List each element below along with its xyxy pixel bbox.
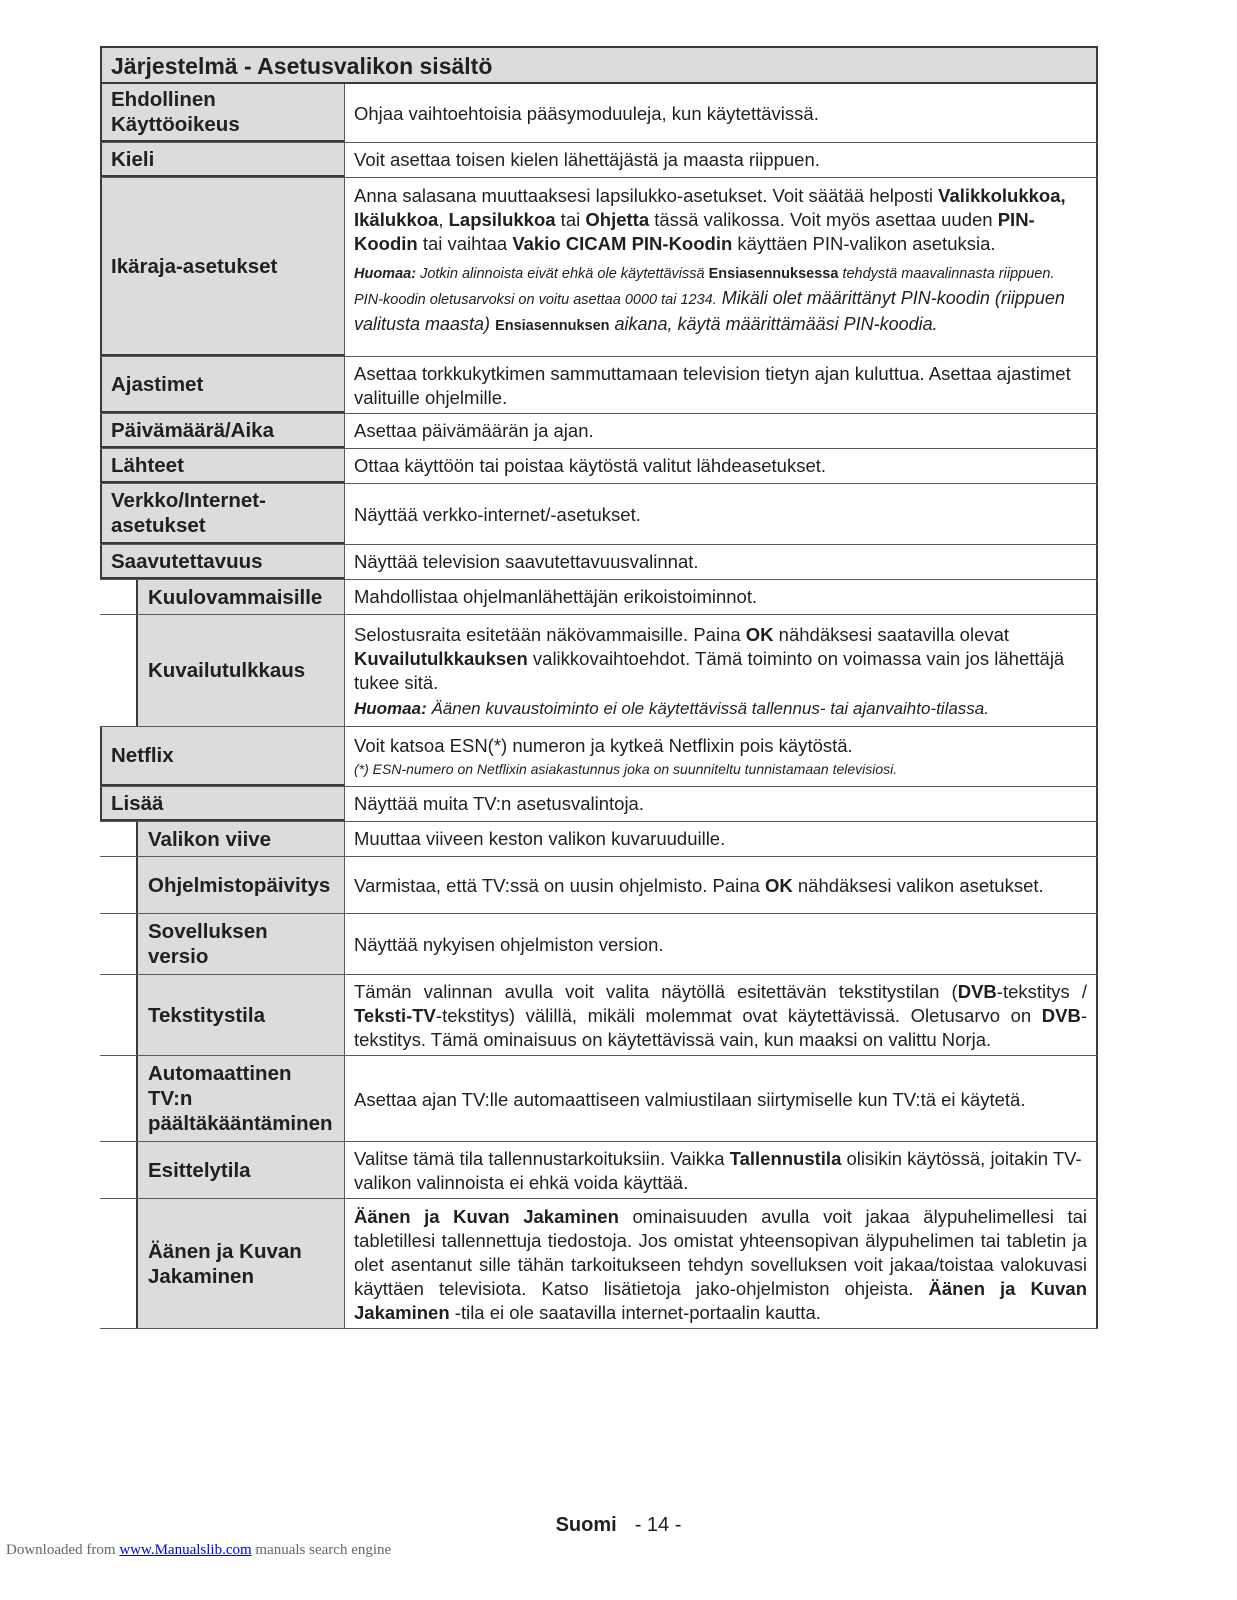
row-label-tekstitystila: Tekstitystila xyxy=(136,975,345,1055)
table-row xyxy=(100,857,1098,914)
page-number: - 14 - xyxy=(634,1514,682,1536)
row-label-automaattinen: Automaattinen TV:n päältäkääntäminen xyxy=(136,1056,345,1141)
table-row xyxy=(100,822,1098,857)
row-desc: Ohjaa vaihtoehtoisia pääsymoduuleja, kun käytettävissä. xyxy=(345,84,1098,142)
manualslib-link[interactable]: www.Manualslib.com xyxy=(119,1542,252,1558)
table-row xyxy=(100,357,1098,414)
table-row xyxy=(100,580,1098,615)
row-note: Huomaa: Jotkin alinnoista eivät ehkä ole käytettävissä Ensiasennuksessa tehdystä maavalinnasta riippuen. PIN-koodin oletusarvoksi on voitu asettaa 0000 tai 1234. Mikäli olet määrittänyt PIN-koodin (riippuen valitusta maasta) Ensiasennuksen aikana, käytä määrittämääsi PIN-koodia. xyxy=(354,266,1065,334)
row-desc-text: Äänen ja Kuvan Jakaminen ominaisuuden avulla voit jakaa älypuhelimellesi tai tabletillesi tallennettuja tiedostoja. Jos omistat yhteensopivan älypuhelimen tai tabletin ja olet asentanut sille tähän tarkoitukseen tehdyn sovelluksen voit jakaa/toistaa valokuvasi käyttäen televisiota. Katso lisätietoja jako-ohjelmiston ohjeista. Äänen ja Kuvan Jakaminen -tila ei ole saatavilla internet-portaalin kautta. xyxy=(354,1205,1088,1323)
row-label-lahteet: Lähteet xyxy=(100,449,345,483)
row-desc: Asettaa ajan TV:lle automaattiseen valmiustilaan siirtymiselle kun TV:tä ei käytetä. xyxy=(345,1056,1098,1141)
row-label-esittelytila: Esittelytila xyxy=(136,1142,345,1198)
row-desc: Asettaa torkkukytkimen sammuttamaan television tietyn ajan kuluttua. Asettaa ajastimet valituille ohjelmille. xyxy=(345,357,1098,413)
row-desc: Voit asettaa toisen kielen lähettäjästä ja maasta riippuen. xyxy=(345,143,1098,177)
row-label-kuulovammaisille: Kuulovammaisille xyxy=(136,580,345,614)
row-label-valikon-viive: Valikon viive xyxy=(136,822,345,856)
row-label-saavutettavuus: Saavutettavuus xyxy=(100,545,345,579)
table-title: Järjestelmä - Asetusvalikon sisältö xyxy=(100,46,1098,84)
row-desc-text: Tämän valinnan avulla voit valita näytöllä esitettävän tekstitystilan (DVB-tekstitys / Teksti-TV-tekstitys) välillä, mikäli molemmat ovat käytettävissä. Oletusarvo on DVB-tekstitys. Tämä ominaisuus on käytettävissä vain, kun maaksi on valittu Norja. xyxy=(354,981,1087,1050)
download-notice xyxy=(6,1542,391,1559)
table-row xyxy=(100,545,1098,580)
page-footer xyxy=(0,1512,1237,1538)
table-row xyxy=(100,178,1098,357)
table-row xyxy=(100,414,1098,449)
table-row xyxy=(100,1056,1098,1142)
row-label-ehdollinen: Ehdollinen Käyttöoikeus xyxy=(100,84,345,142)
row-label-netflix: Netflix xyxy=(100,727,345,786)
table-row xyxy=(100,615,1098,727)
row-label-sovelluksen-versio: Sovelluksen versio xyxy=(136,914,345,974)
row-desc-text: Selostusraita esitetään näkövammaisille. Paina OK nähdäksesi saatavilla olevat Kuvailutulkkauksen valikkovaihtoehdot. Tämä toiminto on voimassa vain jos lähettäjä tukee sitä. xyxy=(354,623,1065,693)
table-row xyxy=(100,484,1098,545)
row-label-paivamaara: Päivämäärä/Aika xyxy=(100,414,345,448)
row-label-aanen-ja-kuvan: Äänen ja Kuvan Jakaminen xyxy=(136,1199,345,1328)
row-label-lisaa: Lisää xyxy=(100,787,345,821)
row-label-ohjelmistopaivitys: Ohjelmistopäivitys xyxy=(136,857,345,913)
row-desc-text: Anna salasana muuttaaksesi lapsilukko-asetukset. Voit säätää helposti Valikkolukkoa, Ikälukkoa, Lapsilukkoa tai Ohjetta tässä valikossa. Voit myös asettaa uuden PIN-Koodin tai vaihtaa Vakio CICAM PIN-Koodin käyttäen PIN-valikon asetuksia. xyxy=(354,185,1066,254)
table-row xyxy=(100,1142,1098,1199)
row-desc: Muuttaa viiveen keston valikon kuvaruuduille. xyxy=(345,822,1098,856)
row-desc xyxy=(345,975,1098,1055)
row-note: Huomaa: Äänen kuvaustoiminto ei ole käytettävissä tallennus- tai ajanvaihto-tilassa. xyxy=(354,698,989,718)
row-desc-text: Valitse tämä tila tallennustarkoituksiin. Vaikka Tallennustila olisikin käytössä, joitakin TV-valikon valinnoista ei ehkä voida käyttää. xyxy=(354,1148,1082,1193)
table-row xyxy=(100,975,1098,1056)
row-label-ikaraja: Ikäraja-asetukset xyxy=(100,178,345,356)
row-label-verkko: Verkko/Internet- asetukset xyxy=(100,484,345,544)
row-label-ajastimet: Ajastimet xyxy=(100,357,345,413)
row-desc-text: Voit katsoa ESN(*) numeron ja kytkeä Netflixin pois käytöstä. xyxy=(354,735,853,756)
row-label-kieli: Kieli xyxy=(100,143,345,177)
download-prefix: Downloaded from xyxy=(6,1542,120,1558)
row-desc: Ottaa käyttöön tai poistaa käytöstä valitut lähdeasetukset. xyxy=(345,449,1098,483)
row-desc: Asettaa päivämäärän ja ajan. xyxy=(345,414,1098,448)
row-label-kuvailutulkkaus: Kuvailutulkkaus xyxy=(136,615,345,726)
settings-table xyxy=(100,46,1098,1329)
row-desc xyxy=(345,178,1098,356)
row-desc: Näyttää verkko-internet/-asetukset. xyxy=(345,484,1098,544)
table-row xyxy=(100,727,1098,787)
row-desc xyxy=(345,1199,1098,1328)
row-desc: Näyttää television saavutettavuusvalinnat. xyxy=(345,545,1098,579)
row-desc xyxy=(345,1142,1098,1198)
row-desc: Näyttää nykyisen ohjelmiston version. xyxy=(345,914,1098,974)
table-row xyxy=(100,449,1098,484)
row-desc xyxy=(345,857,1098,913)
download-suffix: manuals search engine xyxy=(251,1542,392,1558)
row-desc xyxy=(345,727,1098,786)
row-desc-text: Varmistaa, että TV:ssä on uusin ohjelmisto. Paina OK nähdäksesi valikon asetukset. xyxy=(354,875,1044,896)
table-row xyxy=(100,143,1098,178)
table-row xyxy=(100,914,1098,975)
row-desc: Mahdollistaa ohjelmanlähettäjän erikoistoiminnot. xyxy=(345,580,1098,614)
row-note: (*) ESN-numero on Netflixin asiakastunnus joka on suunniteltu tunnistamaan televisiosi. xyxy=(354,761,898,777)
table-row xyxy=(100,1199,1098,1329)
row-desc xyxy=(345,615,1098,726)
table-row xyxy=(100,84,1098,143)
row-desc: Näyttää muita TV:n asetusvalintoja. xyxy=(345,787,1098,821)
table-row xyxy=(100,787,1098,822)
footer-language: Suomi xyxy=(555,1514,617,1536)
